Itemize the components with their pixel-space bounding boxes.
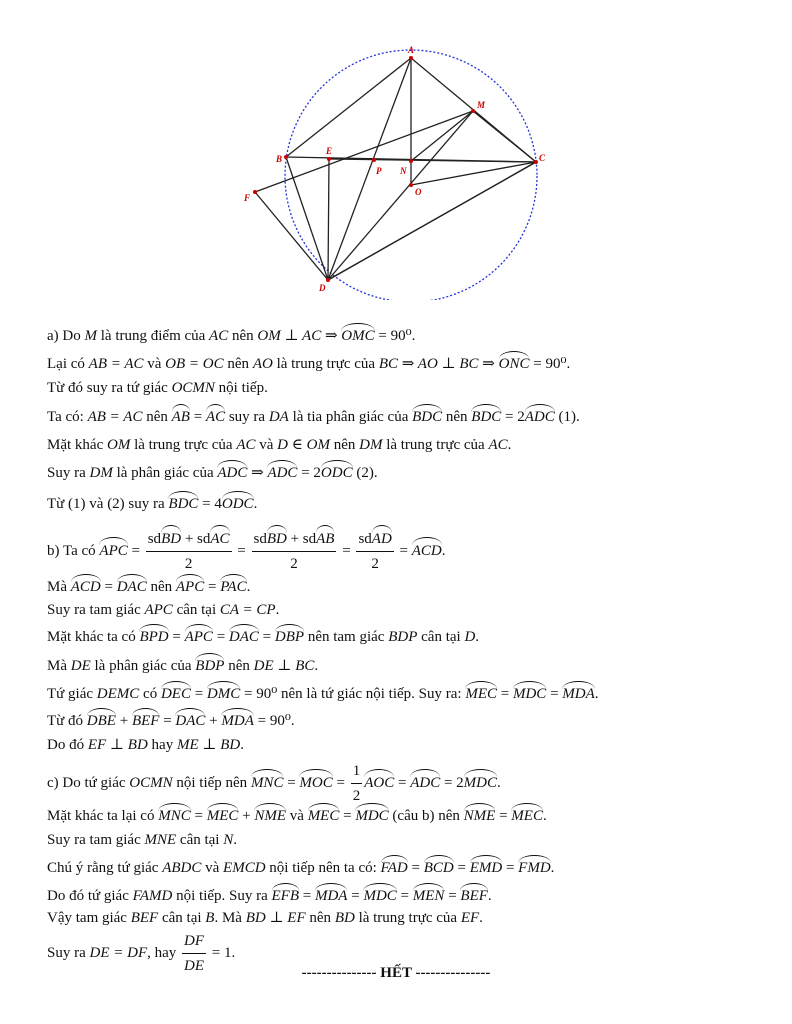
line-a5: Mặt khác OM là trung trực của AC và D ∈ OM nên DM là trung trực của AC. xyxy=(47,437,512,453)
line-b2: Mà ACD = DAC nên APC = PAC. xyxy=(47,579,251,595)
line-b7: Từ đó DBE + BEF = DAC + MDA = 90⁰. xyxy=(47,713,295,729)
line-b3: Suy ra tam giác APC cân tại CA = CP. xyxy=(47,602,280,618)
line-a7: Từ (1) và (2) suy ra BDC = 4ODC. xyxy=(47,496,258,512)
label-O: O xyxy=(415,187,422,197)
fraction-half: $\frac{1}{2}$ xyxy=(351,760,363,807)
line-c4: Chú ý rằng tứ giác ABDC và EMCD nội tiếp nên ta có: FAD = BCD = EMD = FMD. xyxy=(47,860,555,876)
fraction-3: $\frac{\text{sdAD}}{2}$ xyxy=(356,528,393,575)
label-F: F xyxy=(244,193,251,203)
line-b5: Mà DE là phân giác của BDP nên DE ⊥ BC. xyxy=(47,658,319,674)
line-c5: Do đó tứ giác FAMD nội tiếp. Suy ra EFB = MDA = MDC = MEN = BEF. xyxy=(47,888,492,904)
label-C: C xyxy=(539,153,546,163)
fraction-df-de: $\frac{DF}{DE}$ xyxy=(182,930,206,977)
line-c3: Suy ra tam giác MNE cân tại N. xyxy=(47,832,237,848)
line-a6: Suy ra DM là phân giác của ADC ⇒ ADC = 2ODC (2). xyxy=(47,465,378,481)
geometry-figure xyxy=(230,40,560,300)
label-D: D xyxy=(319,283,326,293)
end-marker: --------------- HẾT --------------- xyxy=(301,965,491,981)
line-a3: Từ đó suy ra tứ giác OCMN nội tiếp. xyxy=(47,380,268,396)
label-B: B xyxy=(276,154,283,164)
line-b1: b) Ta có APC = $\frac{\text{sdBD + sdAC}}{2}$ = $\frac{\text{sdBD + sdAB}}{2}$ = $\frac{\text{sdAD}}{2}$ = ACD. xyxy=(47,528,767,575)
label-M: M xyxy=(477,100,486,110)
line-a4: Ta có: AB = AC nên AB = AC suy ra DA là tia phân giác của BDC nên BDC = 2ADC (1). xyxy=(47,409,580,425)
fraction-2: $\frac{\text{sdBD + sdAB}}{2}$ xyxy=(252,528,337,575)
line-a1: a) Do M là trung điểm của AC nên OM ⊥ AC ⇒ OMC = 90⁰. xyxy=(47,328,416,344)
line-b8: Do đó EF ⊥ BD hay ME ⊥ BD. xyxy=(47,737,244,753)
label-N: N xyxy=(400,166,407,176)
label-E: E xyxy=(326,146,333,156)
figure-lines xyxy=(255,58,536,280)
line-b6: Tứ giác DEMC có DEC = DMC = 90⁰ nên là tứ giác nội tiếp. Suy ra: MEC = MDC = MDA. xyxy=(47,686,599,702)
line-b4: Mặt khác ta có BPD = APC = DAC = DBP nên tam giác BDP cân tại D. xyxy=(47,629,480,645)
line-c7: Suy ra DE = DF, hay $\frac{DF}{DE}$ = 1. xyxy=(47,930,767,977)
label-P: P xyxy=(376,166,382,176)
line-c1: c) Do tứ giác OCMN nội tiếp nên MNC = MOC = $\frac{1}{2}$ AOC = ADC = 2MDC. xyxy=(47,760,767,807)
line-c6: Vậy tam giác BEF cân tại B. Mà BD ⊥ EF nên BD là trung trực của EF. xyxy=(47,910,483,926)
label-A: A xyxy=(408,45,415,55)
line-c2: Mặt khác ta lại có MNC = MEC + NME và MEC = MDC (câu b) nên NME = MEC. xyxy=(47,808,547,824)
fraction-1: $\frac{\text{sdBD + sdAC}}{2}$ xyxy=(146,528,232,575)
line-a2: Lại có AB = AC và OB = OC nên AO là trung trực của BC ⇒ AO ⊥ BC ⇒ ONC = 90⁰. xyxy=(47,356,571,372)
